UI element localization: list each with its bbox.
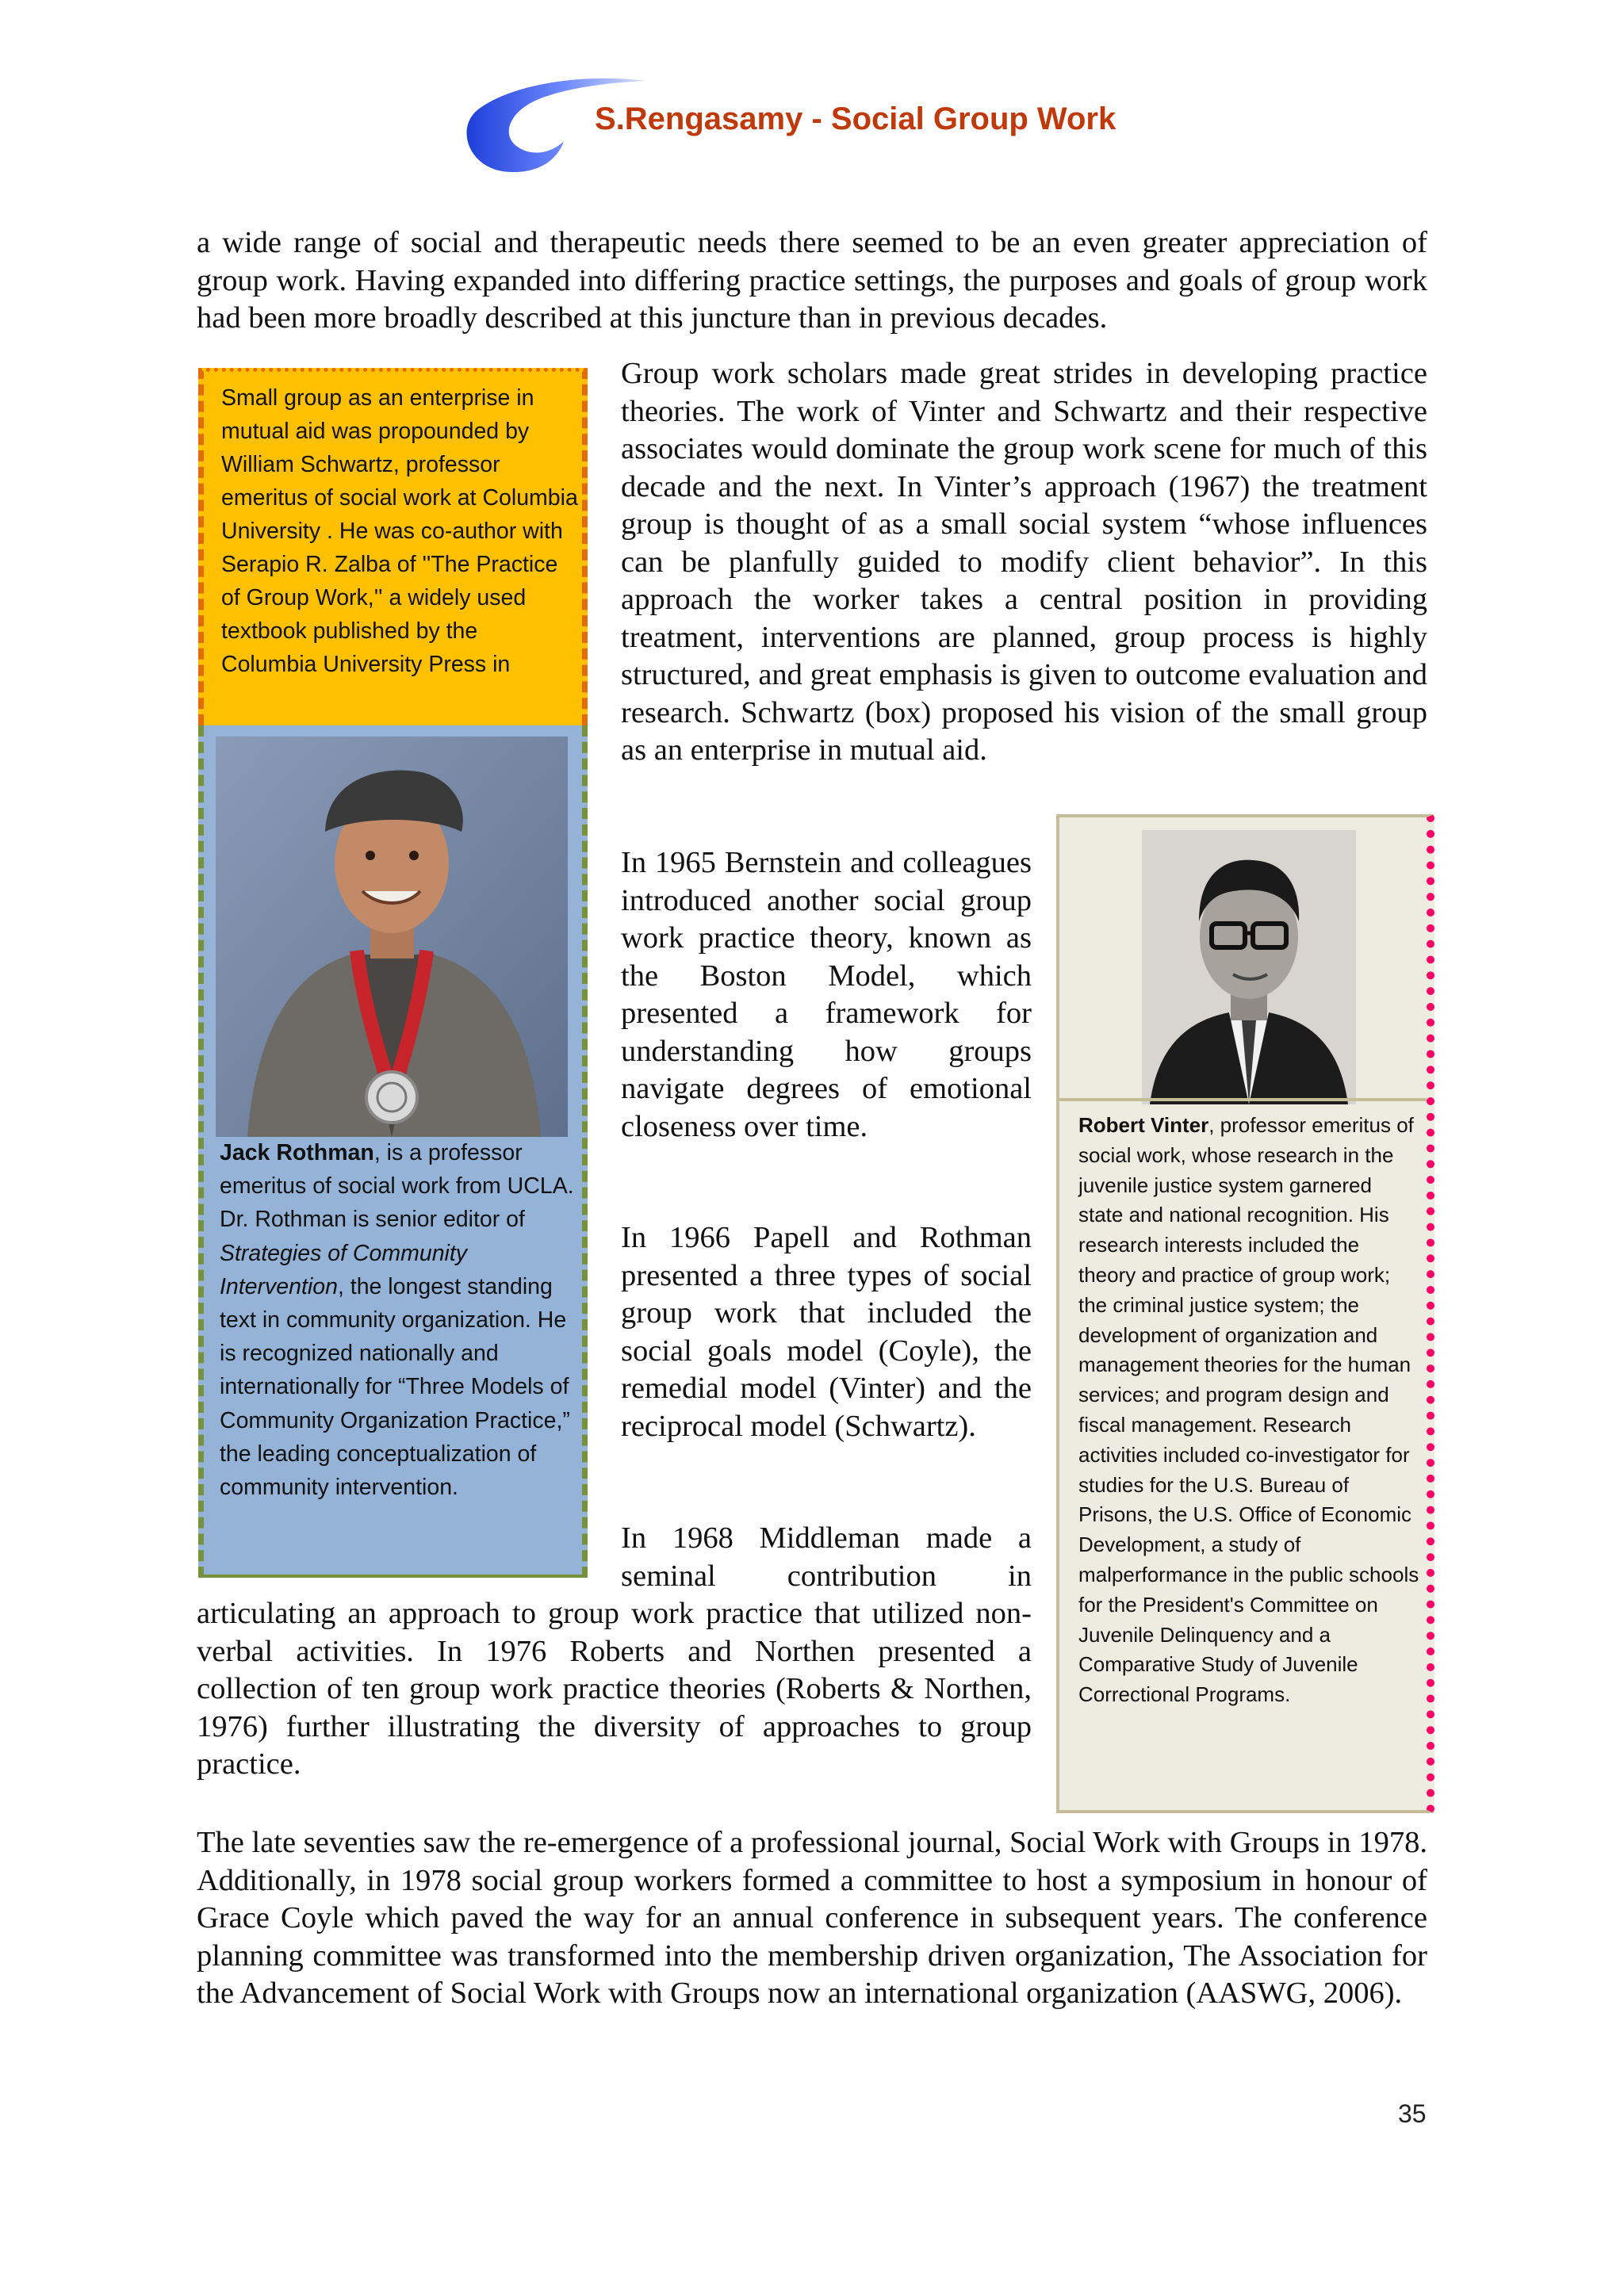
paragraph-practice-theories: Group work scholars made great strides in developing practice theories. The work of Vinter and Schwartz and their respective associates would dominate the group work scene for much of this decade and the next. In Vinter’s approach (1967) the treatment group is thought of as a small social system “whose influences can be planfully guided to modify client behavior”. In this approach the worker takes a central position in providing treatment, interventions are planned, group process is highly structured, and great emphasis is given to outcome evaluation and research. Schwartz (box) proposed his vision of the small group as an enterprise in mutual aid. bbox=[621, 357, 1427, 767]
robert-vinter-photo bbox=[1142, 830, 1356, 1104]
vinter-text: , professor emeritus of social work, whose research in the juvenile justice system garnered state and national recognition. His research interests included the theory and practice of group work; the criminal justice system; the development of organization and management theories for the human services; and program design and fiscal management. Research activities included co-investigator for studies for the U.S. Bureau of Prisons, the U.S. Office of Economic Development, a study of malperformance in the public schools for the President's Committee on Juvenile Delinquency and a Comparative Study of Juvenile Correctional Programs. bbox=[1078, 1113, 1419, 1707]
rothman-text-2: , the longest standing text in community organization. He is recognized nationally and internationally for “Three Models of Community Organization Practice,” the leading conceptualization of community intervention. bbox=[220, 1273, 570, 1501]
rothman-caption bbox=[220, 1136, 576, 1504]
paragraph-middleman-start: In 1968 Middleman made a seminal contribution in bbox=[621, 1521, 1032, 1593]
rothman-book-title: Strategies of Community Intervention bbox=[220, 1240, 468, 1299]
jack-rothman-photo bbox=[216, 737, 568, 1137]
vinter-info-box bbox=[1056, 814, 1434, 1813]
paragraph-late-seventies: The late seventies saw the re-emergence of a professional journal, Social Work with Groups in 1978. Additionally, in 1978 social group workers formed a committee to host a symposium in honour of Grace Coyle which paved the way for an annual conference in subsequent years. The conference planning committee was transformed into the membership driven organization, The Association for the Advancement of Social Work with Groups now an international organization (AASWG, 2006). bbox=[197, 1826, 1427, 2010]
schwartz-box-text: Small group as an enterprise in mutual aid was propounded by William Schwartz, professor emeritus of social work at Columbia University . He was co-author with Serapio R. Zalba of ''The Practice of Group Work,'' a widely used textbook published by the Columbia University Press in bbox=[221, 385, 578, 677]
vinter-caption bbox=[1078, 1111, 1419, 1710]
vinter-name: Robert Vinter bbox=[1078, 1113, 1209, 1137]
paragraph-papell-rothman: In 1966 Papell and Rothman presented a three types of social group work that included the social goals model (Coyle), the remedial model (Vinter) and the reciprocal model (Schwartz). bbox=[621, 1221, 1032, 1443]
header-title: S.Rengasamy - Social Group Work bbox=[595, 101, 1116, 136]
paragraph-intro: a wide range of social and therapeutic needs there seemed to be an even greater appreciation of group work. Having expanded into differing practice settings, the purposes and goals of group work had been more broadly described at this juncture than in previous decades. bbox=[197, 226, 1427, 335]
rothman-info-box bbox=[198, 725, 588, 1578]
paragraph-boston-model: In 1965 Bernstein and colleagues introduced another social group work practice theory, known as the Boston Model, which presented a framework for understanding how groups navigate degrees of emotional closeness over time. bbox=[621, 846, 1032, 1143]
vinter-box-divider bbox=[1059, 1098, 1427, 1101]
rothman-name: Jack Rothman bbox=[220, 1140, 374, 1165]
rothman-text-1: , is a professor emeritus of social work from UCLA. Dr. Rothman is senior editor of bbox=[220, 1140, 574, 1233]
page-number: 35 bbox=[1398, 2099, 1427, 2128]
schwartz-info-box bbox=[198, 368, 588, 725]
paragraph-middleman-continued: articulating an approach to group work practice that utilized non-verbal activities. In 1976 Roberts and Northen presented a collection of ten group work practice theories (Roberts & Northen, 1976) further illustrating the diversity of approaches to group practice. bbox=[197, 1597, 1032, 1781]
